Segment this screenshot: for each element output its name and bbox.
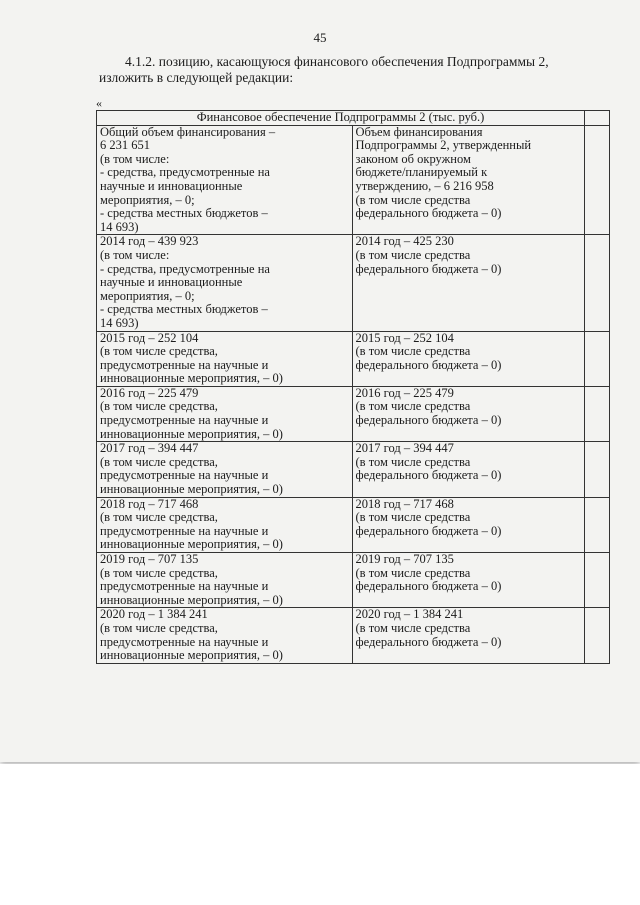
table-cell-left: 2016 год – 225 479 (в том числе средства, предусмотренные на научные и инновационные мероприятия, – 0) xyxy=(97,386,353,441)
intro-paragraph xyxy=(99,54,611,86)
empty-cell xyxy=(585,111,610,126)
opening-quote: « xyxy=(96,96,102,110)
table-row xyxy=(97,386,610,441)
table-cell-left: 2017 год – 394 447 (в том числе средства, предусмотренные на научные и инновационные мероприятия, – 0) xyxy=(97,442,353,497)
table-cell-left: 2018 год – 717 468 (в том числе средства, предусмотренные на научные и инновационные мероприятия, – 0) xyxy=(97,497,353,552)
table-cell-right: 2016 год – 225 479 (в том числе средства федерального бюджета – 0) xyxy=(352,386,585,441)
table-cell-left: 2015 год – 252 104 (в том числе средства, предусмотренные на научные и инновационные мероприятия, – 0) xyxy=(97,331,353,386)
table-cell-left: 2014 год – 439 923 (в том числе: - средства, предусмотренные на научные и инновационные мероприятия, – 0; - средства местных бюджетов – 14 693) xyxy=(97,235,353,331)
table-cell-right: 2015 год – 252 104 (в том числе средства федерального бюджета – 0) xyxy=(352,331,585,386)
table-cell-left: 2020 год – 1 384 241 (в том числе средства, предусмотренные на научные и инновационные мероприятия, – 0) xyxy=(97,608,353,663)
page-number: 45 xyxy=(313,30,327,45)
empty-cell xyxy=(585,553,610,608)
table-row xyxy=(97,125,610,235)
table-cell-left: 2019 год – 707 135 (в том числе средства, предусмотренные на научные и инновационные мероприятия, – 0) xyxy=(97,553,353,608)
table-cell-right: 2019 год – 707 135 (в том числе средства федерального бюджета – 0) xyxy=(352,553,585,608)
financing-table xyxy=(96,110,610,664)
table-row xyxy=(97,235,610,331)
table-row xyxy=(97,497,610,552)
table-cell-left: Общий объем финансирования – 6 231 651 (в том числе: - средства, предусмотренные на научные и инновационные мероприятия, – 0; - средства местных бюджетов – 14 693) xyxy=(97,125,353,235)
table-cell-right: 2014 год – 425 230 (в том числе средства федерального бюджета – 0) xyxy=(352,235,585,331)
empty-cell xyxy=(585,608,610,663)
blank-area xyxy=(0,764,640,905)
empty-cell xyxy=(585,497,610,552)
table-row xyxy=(97,553,610,608)
table-cell-right: 2020 год – 1 384 241 (в том числе средства федерального бюджета – 0) xyxy=(352,608,585,663)
empty-cell xyxy=(585,235,610,331)
table-cell-right: 2017 год – 394 447 (в том числе средства федерального бюджета – 0) xyxy=(352,442,585,497)
table-row xyxy=(97,331,610,386)
empty-cell xyxy=(585,386,610,441)
table-row xyxy=(97,442,610,497)
intro-line-2: изложить в следующей редакции: xyxy=(99,70,294,85)
table-header: Финансовое обеспечение Подпрограммы 2 (тыс. руб.) xyxy=(97,111,585,126)
table-cell-right: Объем финансирования Подпрограммы 2, утвержденный законом об окружном бюджете/планируемый к утверждению, – 6 216 958 (в том числе средства федерального бюджета – 0) xyxy=(352,125,585,235)
empty-cell xyxy=(585,331,610,386)
table-row xyxy=(97,608,610,663)
empty-cell xyxy=(585,125,610,235)
empty-cell xyxy=(585,442,610,497)
table-cell-right: 2018 год – 717 468 (в том числе средства федерального бюджета – 0) xyxy=(352,497,585,552)
table-header-row xyxy=(97,111,610,126)
intro-line-1: 4.1.2. позицию, касающуюся финансового обеспечения Подпрограммы 2, xyxy=(125,54,549,69)
